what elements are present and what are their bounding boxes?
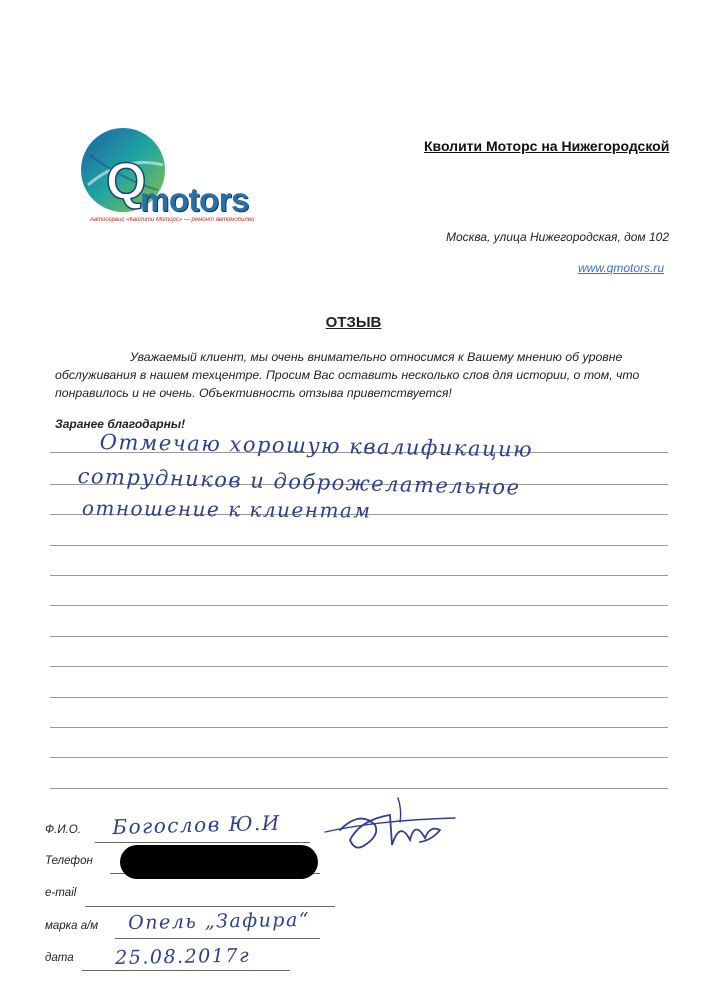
ruled-line (50, 788, 668, 789)
company-website-link[interactable]: www.qmotors.ru (578, 261, 665, 275)
ruled-line (50, 545, 668, 546)
form-title: ОТЗЫВ (325, 314, 382, 331)
company-name: Кволити Моторс на Нижегородской (424, 138, 670, 154)
qmotors-logo (78, 125, 258, 225)
intro-text: Уважаемый клиент, мы очень внимательно относимся к Вашему мнению об уровне обслуживания в нашем техцентре. Просим Вас оставить несколько слов для истории, о том, что понравилось и не очень. Объективность отзыва приветствуется! (55, 350, 640, 400)
date-value: 25.08.2017г (115, 944, 251, 969)
email-label: e-mail (45, 887, 77, 899)
email-line (85, 906, 335, 907)
date-line (82, 970, 290, 971)
phone-label: Телефон (45, 855, 93, 867)
ruled-line (50, 575, 668, 576)
car-model-value: Опель „Зафира“ (128, 908, 311, 934)
ruled-line (50, 636, 668, 637)
car-model-line (115, 938, 320, 939)
logo-tagline: Автосервис «Кволити Моторс» — ремонт автомобилей (90, 217, 255, 223)
review-text-line: Отмечаю хорошую квалификацию (99, 430, 534, 462)
review-text-line: отношение к клиентам (81, 496, 372, 523)
review-text-line: сотрудников и доброжелательное (77, 464, 521, 500)
logo-letter: Q (106, 153, 147, 211)
car-model-label: марка а/м (45, 920, 99, 932)
fio-line (95, 842, 310, 843)
ruled-line (50, 757, 668, 758)
signature-icon (320, 790, 460, 860)
ruled-line (50, 727, 668, 728)
date-label: дата (45, 952, 74, 964)
thanks-text: Заранее благодарны! (55, 417, 186, 431)
company-address: Москва, улица Нижегородская, дом 102 (446, 230, 670, 244)
phone-redaction (120, 845, 318, 879)
logo-wordmark: motors (140, 181, 249, 218)
ruled-line (50, 605, 668, 606)
ruled-line (50, 697, 668, 698)
fio-label: Ф.И.О. (45, 824, 81, 836)
ruled-line (50, 666, 668, 667)
fio-value: Богослов Ю.И (112, 810, 282, 839)
